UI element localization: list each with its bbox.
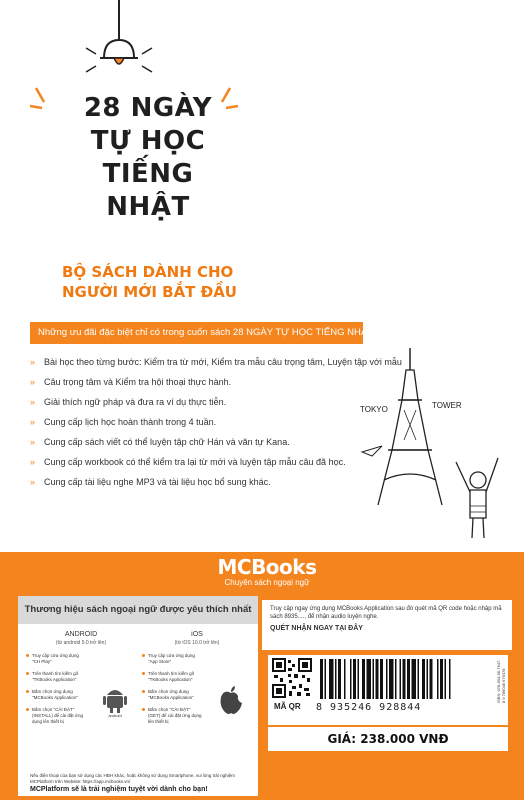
barcode-bar: [403, 659, 406, 699]
barcode-bar: [358, 659, 360, 699]
android-icon-label: android: [108, 713, 122, 717]
android-icon: [102, 683, 128, 717]
barcode-bar: [373, 659, 375, 699]
list-item: » Cung cấp sách viết có thể luyện tập chữ Hán và văn tự Kana.: [30, 432, 360, 452]
subtitle-line-2: NGƯỜI MỚI BẮT ĐẦU: [62, 283, 237, 301]
list-item: » Cung cấp tài liệu nghe MP3 và tài liệu học bổ sung khác.: [30, 472, 360, 492]
step-dot-icon: [26, 708, 29, 711]
barcode-bar: [422, 659, 425, 699]
label-tokyo: TOKYO: [360, 405, 388, 414]
barcode-bar: [437, 659, 439, 699]
barcode-bar: [400, 659, 402, 699]
chevron-double-icon: »: [30, 457, 36, 467]
chevron-double-icon: »: [30, 417, 36, 427]
chevron-double-icon: »: [30, 477, 36, 487]
barcode-bar: [395, 659, 397, 699]
chevron-double-icon: »: [30, 437, 36, 447]
step-dot-icon: [142, 708, 145, 711]
list-item: Bấm chọn ứng dụng "MCBooks Application": [142, 689, 202, 701]
list-item: Truy cập cửa ứng dụng "App Store": [142, 653, 202, 665]
qr-label: MÃ QR: [274, 702, 301, 711]
barcode-bar: [407, 659, 410, 699]
chevron-double-icon: »: [30, 377, 36, 387]
step-dot-icon: [26, 672, 29, 675]
app-instructions-panel: [18, 596, 258, 796]
barcode-bar: [418, 659, 420, 699]
barcode-box: [268, 655, 508, 725]
chevron-double-icon: »: [30, 357, 36, 367]
barcode-bar: [440, 659, 443, 699]
subtitle-line-1: BỘ SÁCH DÀNH CHO: [62, 263, 234, 281]
step-dot-icon: [142, 690, 145, 693]
barcode-digits: 8 935246 928844: [316, 702, 422, 713]
lamp-icon: [84, 0, 154, 90]
list-item: Bấm chọn ứng dụng "MCBooks Application": [26, 689, 86, 701]
list-item: » Cung cấp workbook có thể kiểm tra lại từ mới và luyện tập mẫu câu đã học.: [30, 452, 360, 472]
book-title: [48, 92, 248, 224]
qr-info-panel: [262, 600, 512, 650]
apple-icon: [218, 683, 244, 717]
title-line-4: NHẬT: [106, 192, 190, 222]
footnote-text: Nếu điện thoại của bạn sử dụng các HĐH khác, hoặc không sử dụng Smartphone, vui lòng trải nghiệm MCPlatform trên Website: https://app.mcbooks.vn/: [30, 773, 235, 784]
android-title: ANDROID: [64, 631, 98, 638]
list-item: Trên thanh tìm kiếm gõ "TKBooks Application": [26, 671, 86, 683]
ios-subtitle: (từ iOS 10.0 trở lên): [174, 640, 220, 646]
barcode-bar: [389, 659, 394, 699]
barcode-bar: [427, 659, 429, 699]
tokyo-tower-illustration: [360, 340, 510, 540]
brand-logo: MCBooks: [217, 555, 317, 579]
barcode-icon: [320, 659, 494, 699]
closing-text: MCPlatform sẽ là trải nghiệm tuyệt vời dành cho bạn!: [30, 786, 208, 793]
ios-title: iOS: [191, 631, 203, 638]
barcode-bar: [376, 659, 379, 699]
label-tower: TOWER: [432, 401, 462, 410]
list-item: » Bài học theo từng bước: Kiểm tra từ mới, Kiểm tra mẫu câu trọng tâm, Luyện tập với mẫu: [30, 352, 360, 372]
step-dot-icon: [142, 672, 145, 675]
ios-column: [142, 630, 252, 731]
barcode-bar: [449, 659, 451, 699]
barcode-bar: [335, 659, 337, 699]
panel-heading: Thương hiệu sách ngoại ngữ được yêu thích nhất: [18, 596, 258, 624]
publisher-brand: [212, 556, 322, 588]
step-dot-icon: [142, 654, 145, 657]
scan-link[interactable]: QUÉT NHẬN NGAY TẠI ĐÂY: [270, 625, 363, 632]
barcode-bar: [386, 659, 388, 699]
barcode-bar: [362, 659, 365, 699]
barcode-bar: [412, 659, 417, 699]
qr-code-icon: [272, 658, 312, 698]
barcode-bar: [380, 659, 383, 699]
barcode-bar: [430, 659, 433, 699]
isbn-vertical-text: ISBN: 978-604-96-7647-8 9 786049 676478: [496, 659, 506, 703]
brand-tagline: Chuyên sách ngoại ngữ: [224, 578, 310, 587]
list-item: » Cung cấp lịch học hoàn thành trong 4 tuần.: [30, 412, 360, 432]
barcode-bar: [320, 659, 323, 699]
promo-banner: Những ưu đãi đặc biệt chỉ có trong cuốn sách 28 NGÀY TỰ HỌC TIẾNG NHẬT: [30, 322, 363, 344]
price-label: GIÁ: 238.000 VNĐ: [268, 727, 508, 751]
android-column: [26, 630, 136, 731]
title-line-3: TIẾNG: [102, 159, 194, 189]
spark-decoration-icon: [30, 84, 240, 134]
barcode-bar: [350, 659, 352, 699]
android-subtitle: (từ android 5.0 trở lên): [55, 640, 107, 646]
list-item: » Câu trọng tâm và Kiểm tra hội thoại thực hành.: [30, 372, 360, 392]
step-dot-icon: [26, 654, 29, 657]
barcode-bar: [353, 659, 356, 699]
barcode-bar: [445, 659, 447, 699]
barcode-bar: [325, 659, 327, 699]
barcode-bar: [344, 659, 346, 699]
chevron-double-icon: »: [30, 397, 36, 407]
ios-steps: [142, 653, 252, 725]
step-dot-icon: [26, 690, 29, 693]
list-item: » Giải thích ngữ pháp và đưa ra ví dụ thực tiễn.: [30, 392, 360, 412]
title-line-2: TỰ HỌC: [90, 126, 206, 156]
barcode-bar: [367, 659, 372, 699]
barcode-bar: [329, 659, 334, 699]
list-item: Bấm chọn "CÀI ĐẶT" (INSTALL) để cài đặt ứng dụng lên thiết bị: [26, 707, 86, 725]
qr-info-text: Truy cập ngay ứng dụng MCBooks Application sau đó quét mã QR code hoặc nhập mã sách 8935...., để nhận audio luyện nghe.: [270, 606, 502, 620]
barcode-bar: [338, 659, 341, 699]
title-line-1: 28 NGÀY: [83, 93, 213, 123]
book-subtitle: [62, 262, 262, 302]
list-item: Trên thanh tìm kiếm gõ "TKBooks Application": [142, 671, 202, 683]
list-item: Bấm chọn "CÀI ĐẶT" (GET) để cài đặt ứng dụng lên thiết bị: [142, 707, 202, 725]
list-item: Truy cập cửa ứng dụng "CH Play": [26, 653, 86, 665]
android-steps: [26, 653, 136, 725]
